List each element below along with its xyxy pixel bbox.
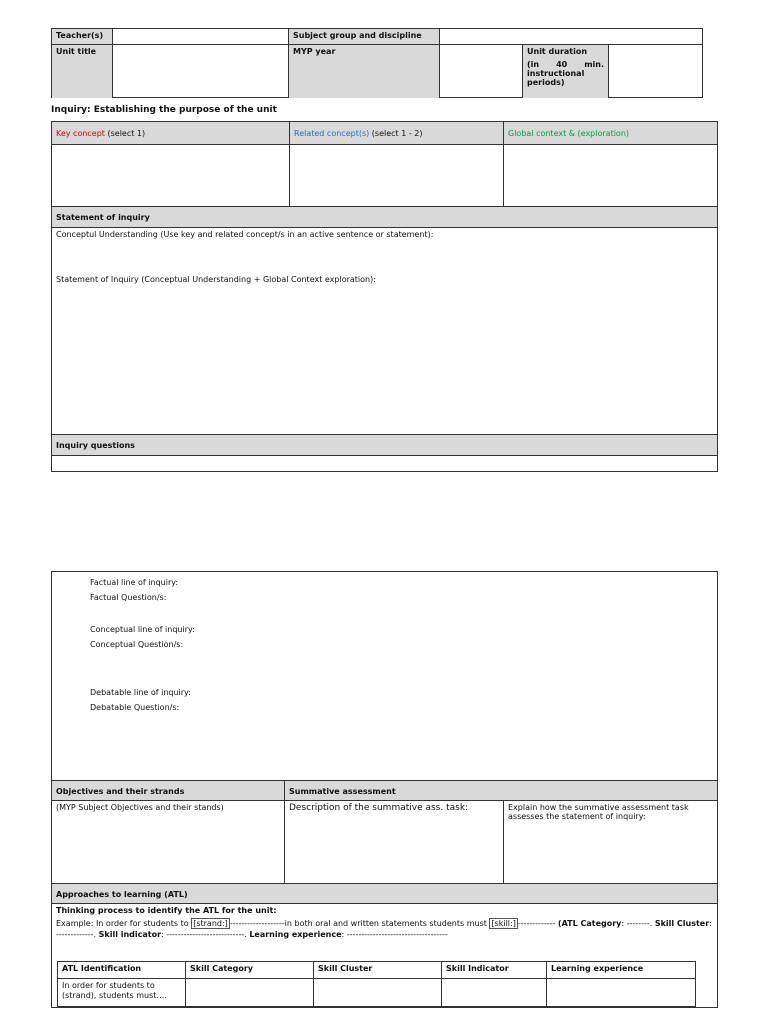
- global-context-field[interactable]: [504, 145, 717, 206]
- skill-indicator-value: : ---------------------------.: [161, 930, 247, 940]
- statement-of-inquiry-heading: Statement of inquiry: [56, 213, 150, 222]
- factual-questions-label: Factual Question/s:: [90, 593, 167, 602]
- factual-line-label: Factual line of inquiry:: [90, 578, 179, 587]
- atl-row-skill-cluster[interactable]: [314, 979, 442, 1007]
- related-concepts-suffix: (select 1 - 2): [371, 129, 423, 138]
- unit-title-label: Unit title: [56, 47, 97, 56]
- atl-example: [56, 918, 713, 940]
- statement-of-inquiry-prompt: Statement of Inquiry (Conceptual Understanding + Global Context exploration):: [56, 275, 376, 284]
- skill-cluster-value: : -------------.: [56, 919, 712, 940]
- teacher-field[interactable]: [113, 29, 288, 44]
- conceptual-questions-label: Conceptual Question/s:: [90, 640, 184, 649]
- planner-table: [51, 571, 718, 1008]
- inquiry-questions-heading: Inquiry questions: [56, 441, 135, 450]
- key-concept-field[interactable]: [52, 145, 289, 206]
- example-prefix: Example: In order for students to: [56, 919, 189, 928]
- atl-thinking-process: [52, 904, 717, 942]
- summative-explain-field[interactable]: Explain how the summative assessment task assesses the statement of inquiry:: [508, 803, 689, 821]
- strand-token: [strand:]: [193, 919, 228, 928]
- concepts-table: [51, 121, 718, 472]
- related-concepts-label: Related concept(s): [294, 129, 370, 138]
- objectives-heading: Objectives and their strands: [56, 787, 185, 796]
- key-concept-suffix: (select 1): [107, 129, 146, 138]
- objectives-field[interactable]: (MYP Subject Objectives and their stands): [56, 803, 224, 812]
- inquiry-heading: Inquiry: Establishing the purpose of the unit: [51, 105, 277, 115]
- atl-category-value: : --------.: [621, 919, 653, 928]
- atl-col-skill-cluster: Skill Cluster: [314, 962, 442, 979]
- unit-duration-label: [523, 45, 608, 89]
- inquiry-questions-field[interactable]: [52, 456, 717, 471]
- atl-col-learning-experience: Learning experience: [547, 962, 696, 979]
- atl-col-skill-category: Skill Category: [186, 962, 314, 979]
- atl-table: [57, 961, 696, 1007]
- unit-title-field[interactable]: [113, 45, 288, 98]
- myp-year-label: MYP year: [293, 47, 336, 56]
- key-concept-label: Key concept: [56, 129, 105, 138]
- debatable-questions-label: Debatable Question/s:: [90, 703, 180, 712]
- learning-experience-label: Learning experience: [249, 930, 342, 940]
- summative-description-field[interactable]: Description of the summative ass. task:: [289, 803, 469, 813]
- teacher-label: Teacher(s): [56, 31, 104, 40]
- unit-header-table: [51, 28, 703, 98]
- example-dashes: -------------: [517, 919, 556, 928]
- atl-col-skill-indicator: Skill Indicator: [442, 962, 547, 979]
- summative-heading: Summative assessment: [289, 787, 396, 796]
- atl-row-skill-indicator[interactable]: [442, 979, 547, 1007]
- subject-group-field[interactable]: [440, 29, 703, 44]
- skill-cluster-label: Skill Cluster: [654, 919, 710, 928]
- conceptual-line-label: Conceptual line of inquiry:: [90, 625, 195, 634]
- conceptual-understanding-prompt: Conceptul Understanding (Use key and related concept/s in an active sentence or statement):: [56, 230, 434, 239]
- atl-heading: Approaches to learning (ATL): [56, 890, 188, 899]
- debatable-line-label: Debatable line of inquiry:: [90, 688, 191, 697]
- unit-duration-field[interactable]: [609, 45, 703, 98]
- thinking-process-label: Thinking process to identify the ATL for the unit:: [56, 906, 277, 915]
- statement-field[interactable]: [52, 228, 717, 434]
- related-concepts-field[interactable]: [290, 145, 503, 206]
- subject-group-label: Subject group and discipline: [293, 31, 422, 40]
- unit-duration-note: (in 40 min. instructional periods): [527, 60, 604, 87]
- myp-year-field[interactable]: [440, 45, 522, 98]
- example-mid: -------------------in both oral and written statements students must: [229, 919, 487, 928]
- skill-token: [skill:]: [491, 919, 516, 928]
- lines-of-inquiry[interactable]: [86, 573, 706, 717]
- learning-experience-value: : -----------------------------------: [341, 930, 448, 940]
- key-concept-header: [52, 127, 289, 140]
- global-context-header: Global context & (exploration): [508, 129, 630, 138]
- atl-row-skill-category[interactable]: [186, 979, 314, 1007]
- atl-col-identification: ATL Identification: [58, 962, 186, 979]
- unit-duration-title: Unit duration: [527, 47, 588, 56]
- related-concepts-header: [290, 127, 503, 140]
- atl-category-label: (ATL Category: [557, 919, 622, 928]
- atl-row-learning-experience[interactable]: [547, 979, 696, 1007]
- atl-row-identification[interactable]: In order for students to (strand), students must….: [58, 979, 186, 1007]
- skill-indicator-label: Skill indicator: [98, 930, 162, 940]
